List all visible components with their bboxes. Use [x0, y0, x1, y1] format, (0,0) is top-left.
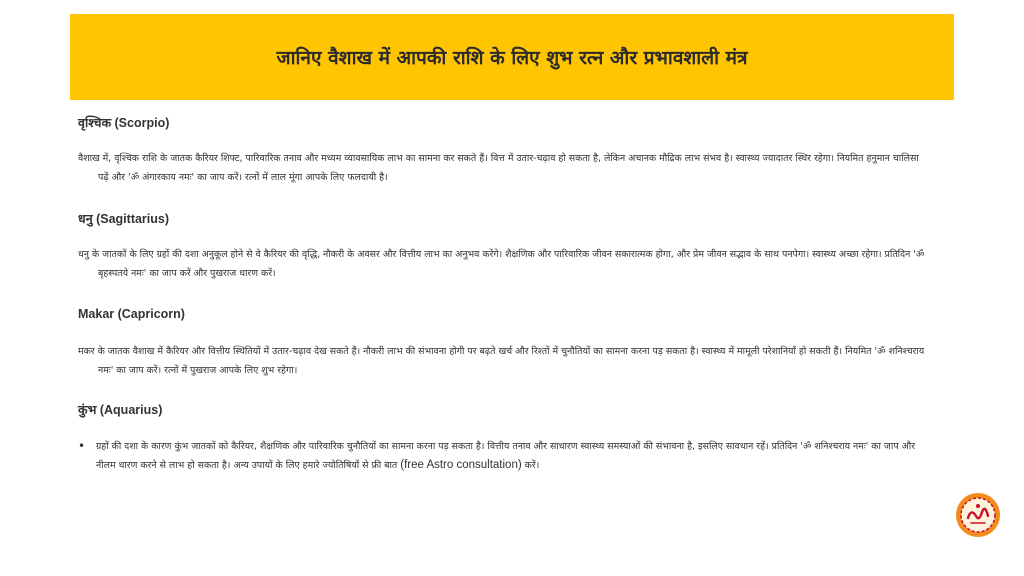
header-banner	[70, 14, 954, 100]
section-text: मकर के जातक वैशाख में कैरियर और वित्तीय स्थितियों में उतार-चढ़ाव देख सकते हैं। नौकरी लाभ की संभावना होगी पर बढ़ते खर्च और रिश्तों में चुनौतियों का सामना करना पड़ सकता है। स्वास्थ्य में मामूली परेशानियाँ हो सकती हैं। नियमित 'ॐ शनिश्चराय नमः' का जाप करें। रत्नों में पुखराज आपके लिए शुभ रहेगा।	[78, 346, 925, 376]
bullet-item-aquarius	[78, 437, 928, 475]
section-text-sagittarius	[78, 245, 928, 283]
section-text-aquarius	[96, 437, 928, 475]
section-heading-aquarius: कुंभ (Aquarius)	[78, 403, 163, 417]
section-heading-capricorn: Makar (Capricorn)	[78, 307, 185, 321]
section-text-scorpio	[78, 149, 928, 187]
section-text-end: करें।	[521, 460, 540, 471]
section-text: वैशाख में, वृश्चिक राशि के जातक कैरियर शिफ्ट, पारिवारिक तनाव और मध्यम व्यावसायिक लाभ का सामना कर सकते हैं। वित्त में उतार-चढ़ाव हो सकता है, लेकिन अचानक मौद्रिक लाभ संभव है। स्वास्थ्य ज्यादातर स्थिर रहेगा। नियमित हनुमान चालिसा पढ़ें और 'ॐ अंगारकाय नमः' का जाप करें। रत्नों में लाल मूंगा आपके लिए फलदायी है।	[78, 153, 919, 183]
section-text: ग्रहों की दशा के कारण कुंभ जातकों को कैरियर, शैक्षणिक और पारिवारिक चुनौतियों का सामना करना पड़ सकता है। वित्तीय तनाव और साधारण स्वास्थ्य समस्याओं की संभावना है, इसलिए सावधान रहें। प्रतिदिन 'ॐ शनिश्चराय नमः' का जाप और नीलम धारण करने से लाभ हो सकता है। अन्य उपायों के लिए हमारे ज्योतिषियों से फ्री बात	[96, 441, 916, 471]
page-title: जानिए वैशाख में आपकी राशि के लिए शुभ रत्न और प्रभावशाली मंत्र	[276, 47, 748, 69]
bullet-icon: •	[78, 439, 86, 453]
section-text: धनु के जातकों के लिए ग्रहों की दशा अनुकूल होने से वे कैरियर की वृद्धि, नौकरी के अवसर और वित्तीय लाभ का अनुभव करेंगे। शैक्षणिक और पारिवारिक जीवन सकारात्मक होगा, और प्रेम जीवन सद्भाव के साथ पनपेगा। स्वास्थ्य अच्छा रहेगा। प्रतिदिन 'ॐ बृहस्पतये नमः' का जाप करें और पुखराज धारण करें।	[78, 249, 925, 279]
astro-brand-logo-icon[interactable]	[955, 492, 1001, 538]
section-text-capricorn	[78, 342, 928, 380]
section-heading-scorpio: वृश्चिक (Scorpio)	[78, 116, 170, 130]
free-consultation-link[interactable]: (free Astro consultation)	[400, 459, 522, 471]
section-heading-sagittarius: धनु (Sagittarius)	[78, 212, 170, 226]
